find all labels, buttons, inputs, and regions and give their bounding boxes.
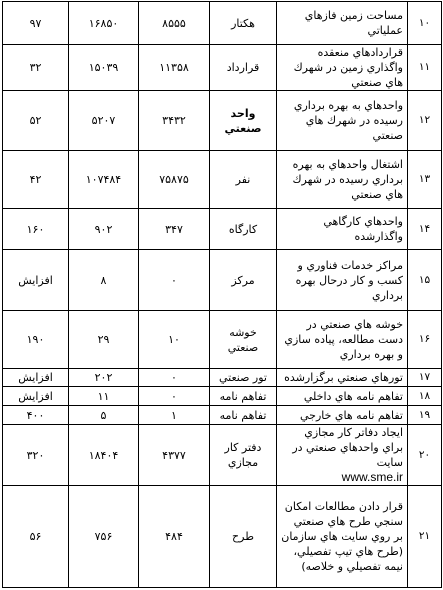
table-row — [3, 425, 442, 486]
row-index: ۱۰ — [408, 2, 442, 45]
row-index: ۲۰ — [408, 425, 442, 486]
table-row — [3, 369, 442, 387]
row-value-c: ۳۲ — [3, 45, 69, 91]
row-title: قراردادهاي منعقده واگذاري زمين در شهرك هاي صنعتي — [277, 45, 408, 91]
row-index: ۱۲ — [408, 91, 442, 151]
row-value-a: ۴۳۷۷ — [139, 425, 210, 486]
row-value-b: ۹۰۲ — [69, 209, 139, 250]
row-index: ۱۹ — [408, 406, 442, 425]
row-title — [277, 425, 408, 486]
row-title: تفاهم نامه هاي خارجي — [277, 406, 408, 425]
row-index: ۱۳ — [408, 151, 442, 209]
row-value-b: ۲۹ — [69, 311, 139, 369]
table-row — [3, 250, 442, 311]
row-title: واحدهاي به بهره برداري رسيده در شهرك هاي صنعتي — [277, 91, 408, 151]
row-value-c: ۴۰۰ — [3, 406, 69, 425]
row-unit: تفاهم نامه — [210, 387, 277, 406]
table-row — [3, 486, 442, 588]
row-value-b: ۸ — [69, 250, 139, 311]
row-value-a: ۰ — [139, 250, 210, 311]
row-value-b: ۲۰۲ — [69, 369, 139, 387]
row-index: ۲۱ — [408, 486, 442, 588]
row-title: مساحت زمين فازهاي عملياتي — [277, 2, 408, 45]
table-row — [3, 209, 442, 250]
table-row — [3, 151, 442, 209]
row-unit: هكتار — [210, 2, 277, 45]
row-title: مراكز خدمات فناوري و كسب و كار درحال بهره برداري — [277, 250, 408, 311]
row-value-b: ۵ — [69, 406, 139, 425]
table-row — [3, 387, 442, 406]
row-index: ۱۴ — [408, 209, 442, 250]
row-unit: قرارداد — [210, 45, 277, 91]
row-value-c: افزايش — [3, 369, 69, 387]
row-unit: دفتر كار مجازي — [210, 425, 277, 486]
row-value-a: ۳۴۷ — [139, 209, 210, 250]
table-row — [3, 45, 442, 91]
row-unit: كارگاه — [210, 209, 277, 250]
row-value-b: ۱۸۴۰۴ — [69, 425, 139, 486]
row-title: خوشه هاي صنعتي در دست مطالعه، پياده سازي و بهره برداري — [277, 311, 408, 369]
row-value-b: ۱۰۷۴۸۴ — [69, 151, 139, 209]
row-value-b: ۱۱ — [69, 387, 139, 406]
row-unit: تفاهم نامه — [210, 406, 277, 425]
row-value-a: ۳۴۳۲ — [139, 91, 210, 151]
row-value-c: افزايش — [3, 387, 69, 406]
site-url: www.sme.ir — [341, 470, 403, 484]
row-unit: طرح — [210, 486, 277, 588]
row-index: ۱۶ — [408, 311, 442, 369]
row-title: واحدهاي كارگاهي واگذارشده — [277, 209, 408, 250]
row-value-c: ۱۶۰ — [3, 209, 69, 250]
row-value-a: ۱۱۳۵۸ — [139, 45, 210, 91]
table-row — [3, 406, 442, 425]
row-title: تفاهم نامه هاي داخلي — [277, 387, 408, 406]
row-value-b: ۷۵۶ — [69, 486, 139, 588]
row-unit: خوشه صنعتي — [210, 311, 277, 369]
row-index: ۱۱ — [408, 45, 442, 91]
row-value-a: ۷۵۸۷۵ — [139, 151, 210, 209]
row-value-c: ۵۶ — [3, 486, 69, 588]
row-index: ۱۸ — [408, 387, 442, 406]
row-value-c: ۳۲۰ — [3, 425, 69, 486]
table-row — [3, 91, 442, 151]
row-unit: تور صنعتي — [210, 369, 277, 387]
row-value-c: ۹۷ — [3, 2, 69, 45]
row-value-a: ۱ — [139, 406, 210, 425]
row-value-c: افزايش — [3, 250, 69, 311]
row-value-a: ۰ — [139, 369, 210, 387]
row-value-b: ۱۶۸۵۰ — [69, 2, 139, 45]
table-row — [3, 311, 442, 369]
statistics-table — [2, 1, 442, 588]
row-value-c: ۵۲ — [3, 91, 69, 151]
row-value-c: ۱۹۰ — [3, 311, 69, 369]
row-unit: واحد صنعتي — [210, 91, 277, 151]
row-unit: مركز — [210, 250, 277, 311]
row-index: ۱۵ — [408, 250, 442, 311]
row-index: ۱۷ — [408, 369, 442, 387]
row-value-a: ۸۵۵۵ — [139, 2, 210, 45]
row-value-c: ۴۲ — [3, 151, 69, 209]
row-value-a: ۱۰ — [139, 311, 210, 369]
row-title: اشتغال واحدهاي به بهره برداري رسيده در شهرك هاي صنعتي — [277, 151, 408, 209]
row-title-text: ايجاد دفاتر كار مجازي براي واحدهاي صنعتي در سايت — [292, 426, 403, 469]
row-value-b: ۵۲۰۷ — [69, 91, 139, 151]
row-value-b: ۱۵۰۳۹ — [69, 45, 139, 91]
row-title: تورهاي صنعتي برگزارشده — [277, 369, 408, 387]
row-value-a: ۴۸۴ — [139, 486, 210, 588]
row-unit: نفر — [210, 151, 277, 209]
row-value-a: ۰ — [139, 387, 210, 406]
table-row — [3, 2, 442, 45]
row-title: قرار دادن مطالعات امكان سنجي طرح هاي صنعتي بر روي سايت هاي سازمان (طرح هاي تيپ تفصيلي، نيمه تفصيلي و خلاصه) — [277, 486, 408, 588]
